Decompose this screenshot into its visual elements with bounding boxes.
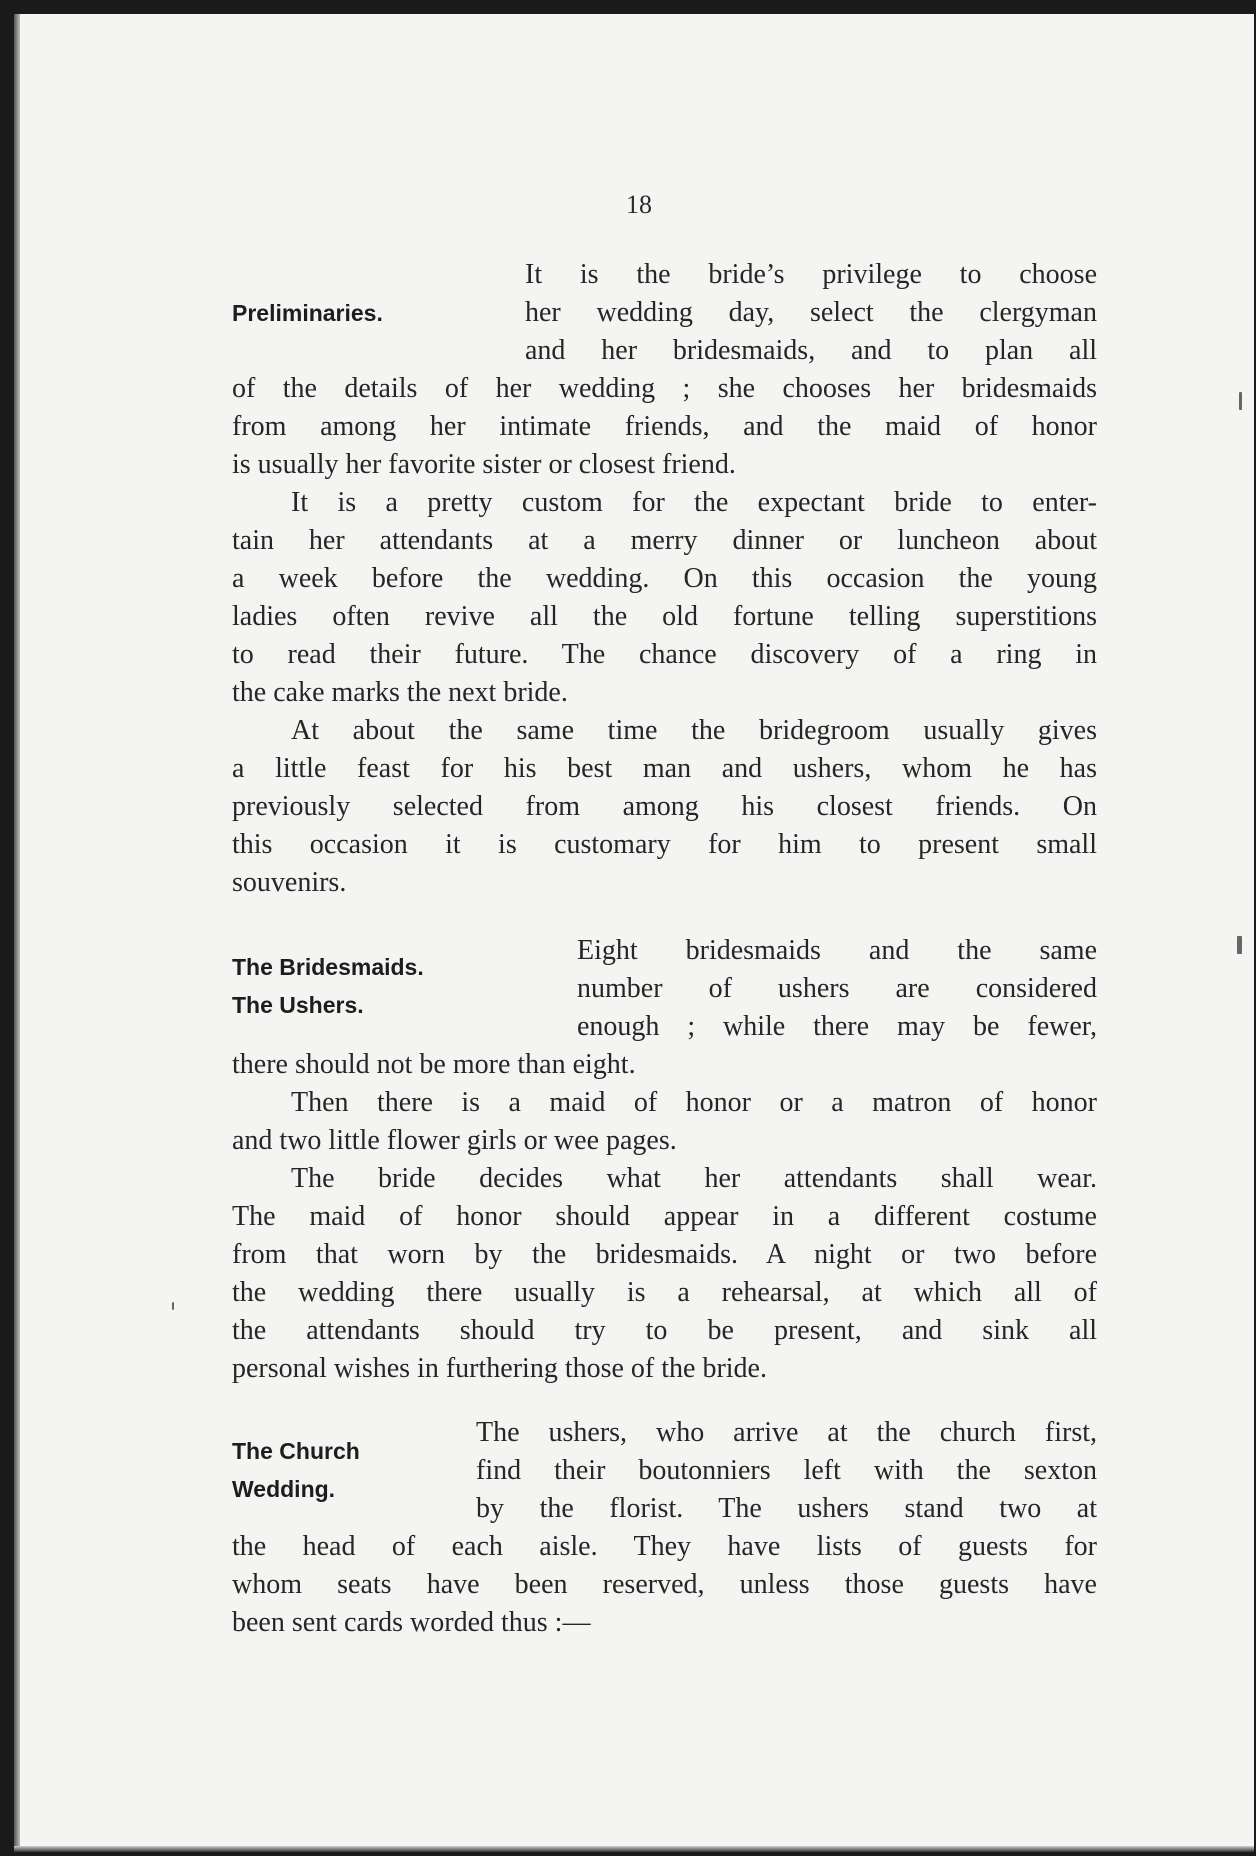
text-line: been sent cards worded thus :— bbox=[232, 1607, 591, 1638]
text-line: previously selected from among his closest friends. On bbox=[232, 791, 1097, 822]
text-line: It is a pretty custom for the expectant bride to enter- bbox=[291, 487, 1097, 518]
text-line: number of ushers are considered bbox=[577, 973, 1097, 1004]
text-line: is usually her favorite sister or closest friend. bbox=[232, 449, 736, 480]
text-line: by the florist. The ushers stand two at bbox=[476, 1493, 1097, 1524]
church-heading: The Church bbox=[232, 1438, 360, 1464]
text-line: the wedding there usually is a rehearsal, at which all of bbox=[232, 1277, 1097, 1308]
text-line: her wedding day, select the clergyman bbox=[525, 297, 1097, 328]
text-line: find their boutonniers left with the sexton bbox=[476, 1455, 1097, 1486]
text-line: the head of each aisle. They have lists of guests for bbox=[232, 1531, 1097, 1562]
text-line: The ushers, who arrive at the church first, bbox=[476, 1417, 1097, 1448]
text-line: It is the bride’s privilege to choose bbox=[525, 259, 1097, 290]
text-line: Eight bridesmaids and the same bbox=[577, 935, 1097, 966]
text-line: the cake marks the next bride. bbox=[232, 677, 568, 708]
text-line: ladies often revive all the old fortune telling superstitions bbox=[232, 601, 1097, 632]
text-line: personal wishes in furthering those of the bride. bbox=[232, 1353, 767, 1384]
text-line: enough ; while there may be fewer, bbox=[577, 1011, 1097, 1042]
text-line: At about the same time the bridegroom usually gives bbox=[291, 715, 1097, 746]
text-line: Then there is a maid of honor or a matron of honor bbox=[291, 1087, 1097, 1118]
page-edge bbox=[14, 14, 20, 1852]
ink-speck bbox=[1237, 936, 1242, 954]
text-line: and two little flower girls or wee pages. bbox=[232, 1125, 677, 1156]
preliminaries-heading: Preliminaries. bbox=[232, 300, 383, 326]
text-line: a little feast for his best man and ushers, whom he has bbox=[232, 753, 1097, 784]
text-line: souvenirs. bbox=[232, 867, 347, 898]
text-line: there should not be more than eight. bbox=[232, 1049, 636, 1080]
text-line: from that worn by the bridesmaids. A night or two before bbox=[232, 1239, 1097, 1270]
bridesmaids-heading: The Bridesmaids. bbox=[232, 954, 424, 980]
text-line: from among her intimate friends, and the maid of honor bbox=[232, 411, 1097, 442]
text-line: The bride decides what her attendants shall wear. bbox=[291, 1163, 1097, 1194]
text-line: tain her attendants at a merry dinner or luncheon about bbox=[232, 525, 1097, 556]
text-line: whom seats have been reserved, unless those guests have bbox=[232, 1569, 1097, 1600]
text-line: this occasion it is customary for him to present small bbox=[232, 829, 1097, 860]
text-line: and her bridesmaids, and to plan all bbox=[525, 335, 1097, 366]
book-page bbox=[14, 14, 1254, 1852]
text-line: The maid of honor should appear in a different costume bbox=[232, 1201, 1097, 1232]
ink-speck bbox=[172, 1302, 174, 1310]
ink-speck bbox=[1239, 392, 1242, 410]
text-line: the attendants should try to be present, and sink all bbox=[232, 1315, 1097, 1346]
page-number: 18 bbox=[626, 190, 652, 219]
page-bottom-edge bbox=[14, 1846, 1254, 1852]
text-line: to read their future. The chance discovery of a ring in bbox=[232, 639, 1097, 670]
text-line: of the details of her wedding ; she chooses her bridesmaids bbox=[232, 373, 1097, 404]
ushers-heading: The Ushers. bbox=[232, 992, 364, 1018]
wedding-heading: Wedding. bbox=[232, 1476, 336, 1502]
text-line: a week before the wedding. On this occasion the young bbox=[232, 563, 1097, 594]
